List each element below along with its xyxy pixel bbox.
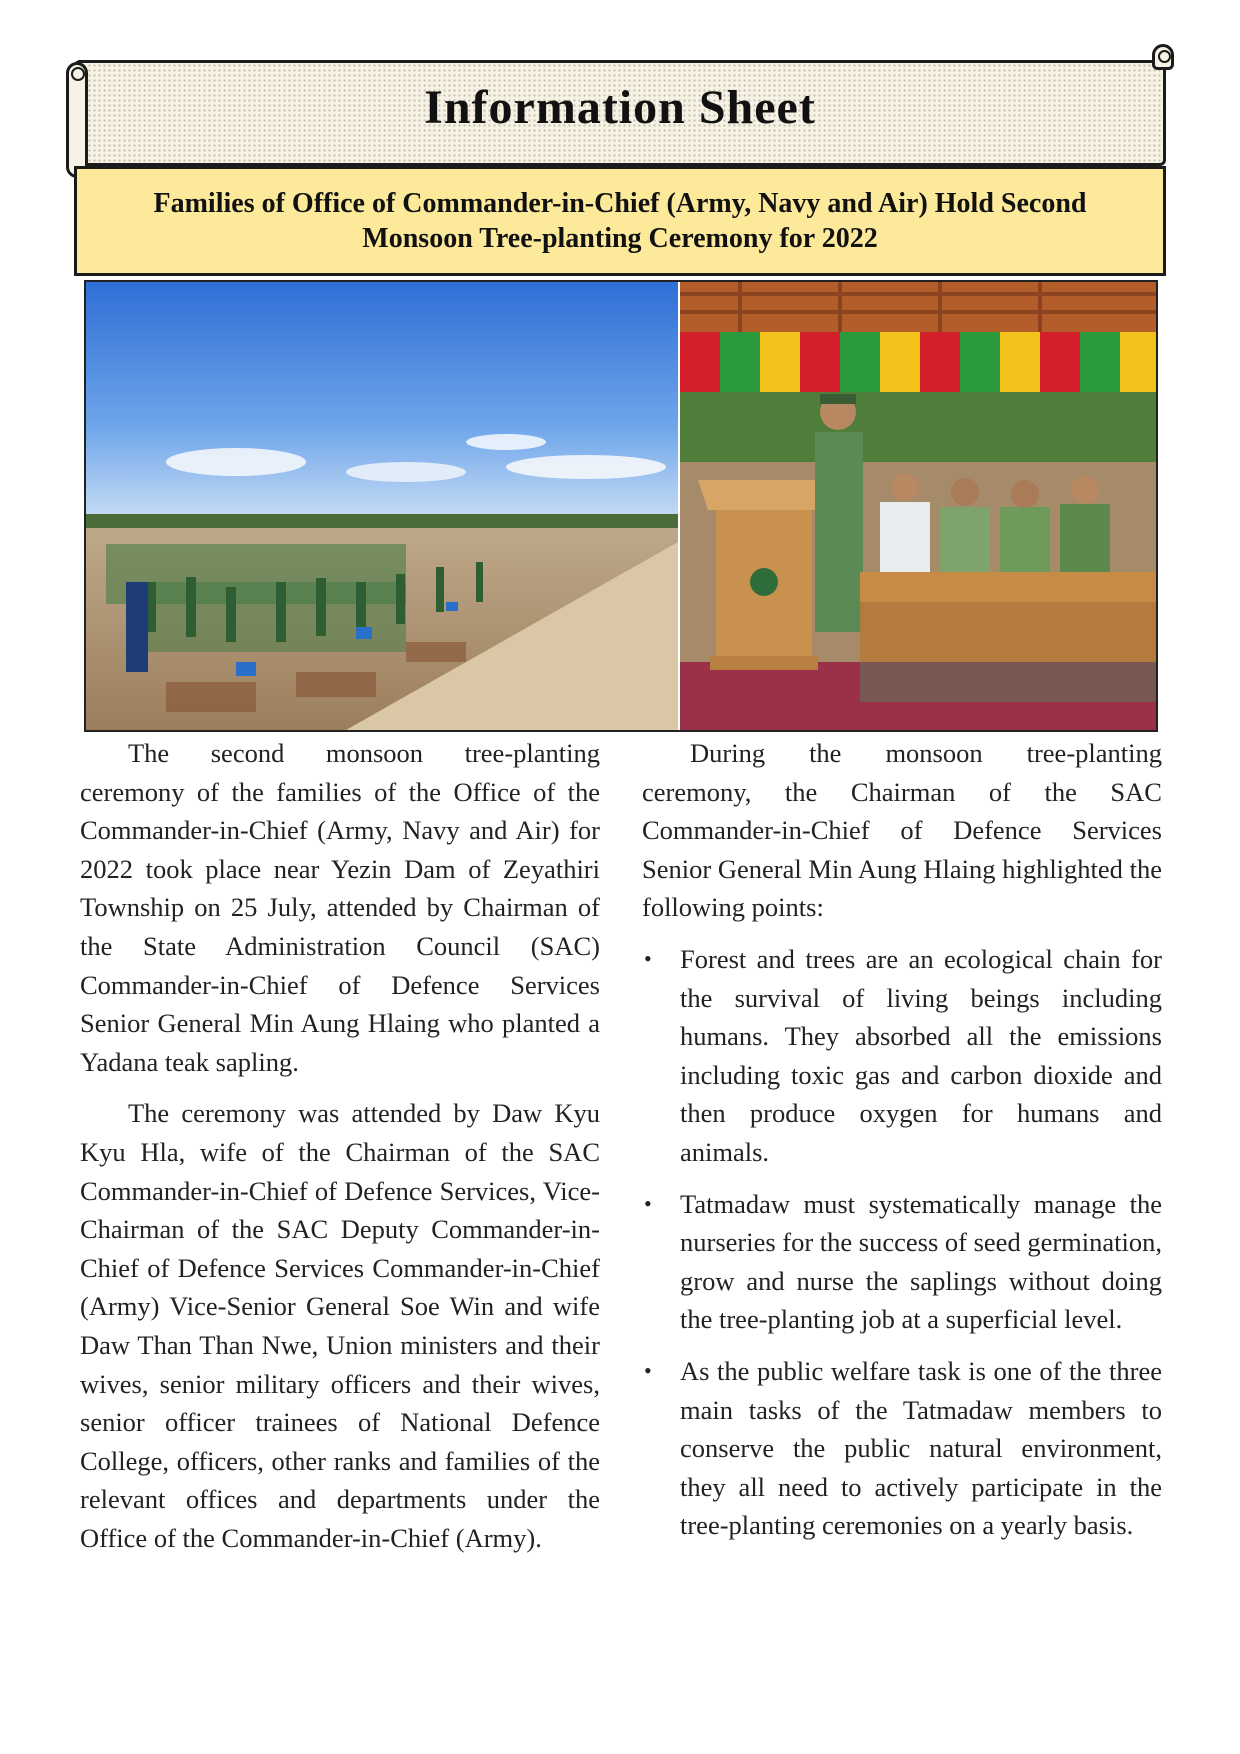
photo-speech-podium [680,282,1156,730]
bullet-icon: • [644,1190,652,1216]
bullet-icon: • [644,945,652,971]
photo-tree-planting-field [86,282,678,730]
headline-text: Families of Office of Commander-in-Chief (Army, Navy and Air) Hold Second Monsoon Tree-planting Ceremony for 2022 [153,188,1087,254]
scroll-curl-right [1152,44,1174,70]
points-list [642,940,1162,1545]
list-item [642,940,1162,1172]
list-item-text: Tatmadaw must systematically manage the nurseries for the success of seed germination, grow and nurse the saplings without doing the tree-planting job at a superficial level. [680,1188,1162,1335]
list-item-text: As the public welfare task is one of the three main tasks of the Tatmadaw members to conserve the public natural environment, they all need to actively participate in the tree-planting ceremonies on a yearly basis. [680,1355,1162,1541]
list-item [642,1352,1162,1545]
paragraph-points-intro: During the monsoon tree-planting ceremony, the Chairman of the SAC Commander-in-Chief of Defence Services Senior General Min Aung Hlaing highlighted the following points: [642,738,1162,923]
paragraph-attendees: The ceremony was attended by Daw Kyu Kyu Hla, wife of the Chairman of the SAC Commander-in-Chief of Defence Services, Vice-Chairman of the SAC Deputy Commander-in-Chief of Defence Services Commander-in-Chief (Army) Vice-Senior General Soe Win and wife Daw Than Than Nwe, Union ministers and their wives, senior military officers and their wives, senior officer trainees of National Defence College, officers, other ranks and families of the relevant offices and departments under the Office of the Commander-in-Chief (Army). [80,1098,600,1553]
page-title: Information Sheet [424,81,816,134]
list-item-text: Forest and trees are an ecological chain for the survival of living beings including humans. They absorbed all the emissions including toxic gas and carbon dioxide and then produce oxygen for humans and animals. [680,943,1162,1167]
article-right-column [642,734,1162,1558]
paragraph-ceremony-overview: The second monsoon tree-planting ceremony of the families of the Office of the Commander-in-Chief (Army, Navy and Air) for 2022 took place near Yezin Dam of Zeyathiri Township on 25 July, attended by Chairman of the State Administration Council (SAC) Commander-in-Chief of Defence Services Senior General Min Aung Hlaing who planted a Yadana teak sapling. [80,738,600,1077]
headline-box [74,166,1166,276]
article-left-column [80,734,600,1570]
bullet-icon: • [644,1357,652,1383]
list-item [642,1185,1162,1339]
